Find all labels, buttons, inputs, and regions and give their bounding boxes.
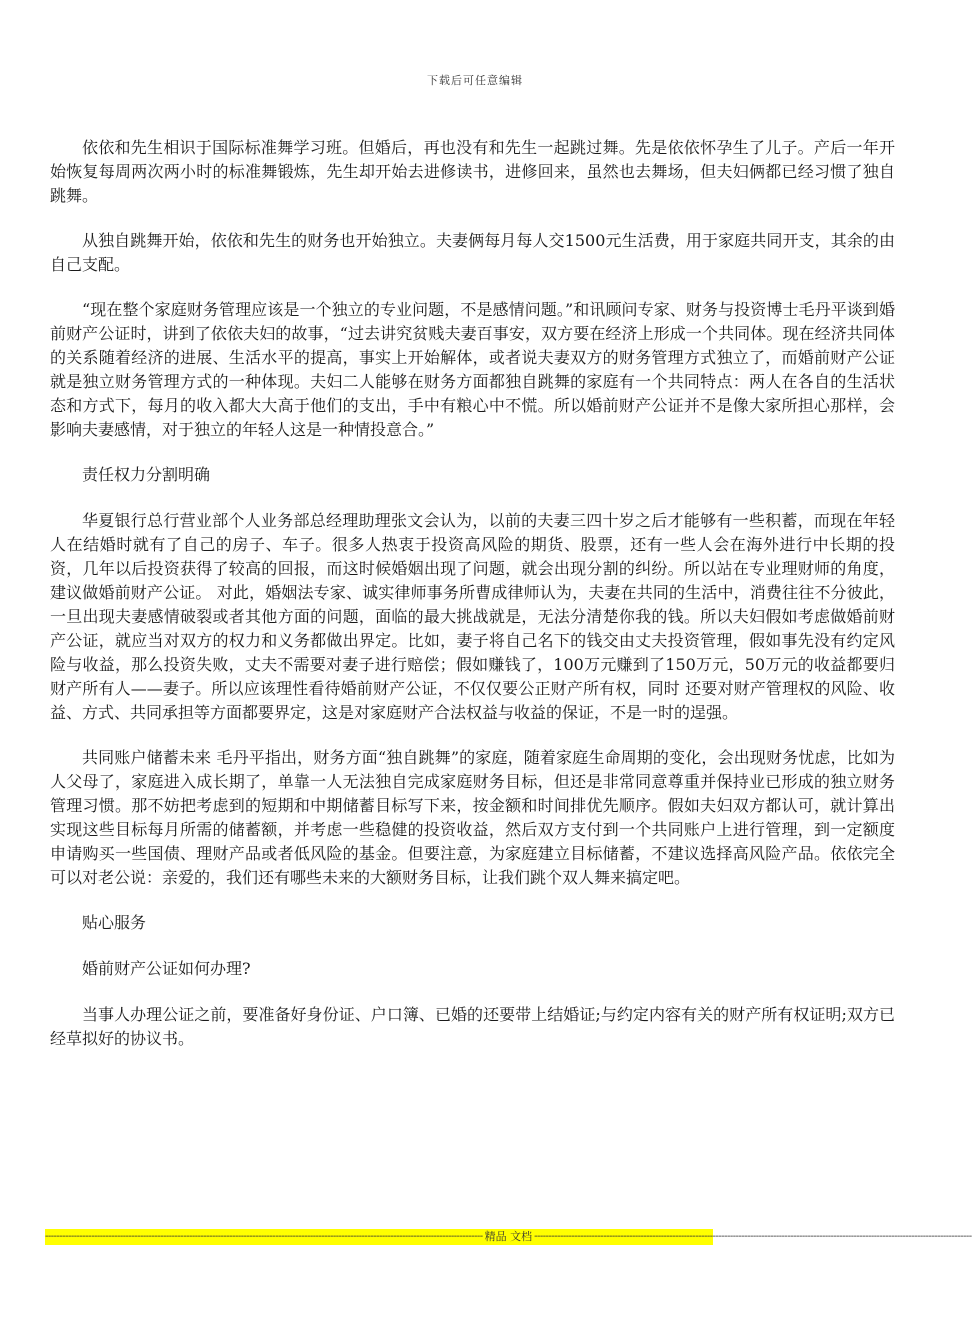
paragraph-6: 当事人办理公证之前，要准备好身份证、户口簿、已婚的还要带上结婚证;与约定内容有关的财产所有权证明;双方已经草拟好的协议书。	[50, 1005, 895, 1048]
paragraph-1: 依依和先生相识于国际标准舞学习班。但婚后，再也没有和先生一起跳过舞。先是依依怀孕生了儿子。产后一年开始恢复每周两次两小时的标准舞锻炼，先生却开始去进修读书，进修回来，虽然也去舞场，但夫妇俩都已经习惯了独自跳舞。	[50, 138, 895, 205]
paragraph-3: “现在整个家庭财务管理应该是一个独立的专业问题，不是感情问题。”和讯顾问专家、财务与投资博士毛丹平谈到婚前财产公证时，讲到了依依夫妇的故事，“过去讲究贫贱夫妻百事安，双方要在经济上形成一个共同体。现在经济共同体的关系随着经济的进展、生活水平的提高，事实上开始解体，或者说夫妻双方的财务管理方式独立了，而婚前财产公证就是独立财务管理方式的一种体现。夫妇二人能够在财务方面都独自跳舞的家庭有一个共同特点：两人在各自的生活状态和方式下，每月的收入都大大高于他们的支出，手中有粮心中不慌。所以婚前财产公证并不是像大家所担心那样，会影响夫妻感情，对于独立的年轻人这是一种情投意合。”	[50, 300, 895, 439]
footer-dashes-left: --------------------------------------------------------------------------------------------------------------------------------------------------------	[45, 1231, 483, 1242]
footer-dashes-right: --------------------------------------------------------------------------------------------------------------------------------------------------------	[534, 1231, 972, 1242]
paragraph-4: 华夏银行总行营业部个人业务部总经理助理张文会认为，以前的夫妻三四十岁之后才能够有一些积蓄，而现在年轻人在结婚时就有了自己的房子、车子。很多人热衷于投资高风险的期货、股票，还有一些人会在海外进行中长期的投资，几年以后投资获得了较高的回报，而这时候婚姻出现了问题，就会出现分割的纠纷。所以站在专业理财师的角度，建议做婚前财产公证。 对此，婚姻法专家、诚实律师事务所曹成律师认为，夫妻在共同的生活中，消费往往不分彼此，一旦出现夫妻感情破裂或者其他方面的问题，面临的最大挑战就是，无法分清楚你我的钱。所以夫妇假如考虑做婚前财产公证，就应当对双方的权力和义务都做出界定。比如，妻子将自己名下的钱交由丈夫投资管理，假如事先没有约定风险与收益，那么投资失败，丈夫不需要对妻子进行赔偿；假如赚钱了，100万元赚到了150万元，50万元的收益都要归财产所有人——妻子。所以应该理性看待婚前财产公证，不仅仅要公正财产所有权，同时 还要对财产管理权的风险、收益、方式、共同承担等方面都要界定，这是对家庭财产合法权益与收益的保证，不是一时的逞强。	[50, 511, 895, 722]
paragraph-2: 从独自跳舞开始，依依和先生的财务也开始独立。夫妻俩每月每人交1500元生活费，用于家庭共同开支，其余的由自己支配。	[50, 231, 895, 274]
paragraph-5: 共同账户储蓄未来 毛丹平指出，财务方面“独自跳舞”的家庭，随着家庭生命周期的变化，会出现财务忧虑，比如为人父母了，家庭进入成长期了，单靠一人无法独自完成家庭财务目标，但还是非常同意尊重并保持业已形成的独立财务管理习惯。那不妨把考虑到的短期和中期储蓄目标写下来，按金额和时间排优先顺序。假如夫妇双方都认可，就计算出实现这些目标每月所需的储蓄额，并考虑一些稳健的投资收益，然后双方支付到一个共同账户上进行管理，到一定额度申请购买一些国债、理财产品或者低风险的基金。但要注意，为家庭建立目标储蓄，不建议选择高风险产品。依依完全可以对老公说：亲爱的，我们还有哪些未来的大额财务目标，让我们跳个双人舞来搞定吧。	[50, 748, 895, 887]
download-note: 下载后可任意编辑	[427, 74, 523, 87]
footer-highlight-bar	[45, 1229, 972, 1245]
section-heading-responsibility: 责任权力分割明确	[82, 465, 211, 484]
footer-label: 精品 文档	[484, 1230, 533, 1243]
article-body	[50, 136, 895, 1072]
section-heading-service: 贴心服务	[82, 913, 147, 932]
section-heading-how-to: 婚前财产公证如何办理?	[82, 959, 251, 978]
